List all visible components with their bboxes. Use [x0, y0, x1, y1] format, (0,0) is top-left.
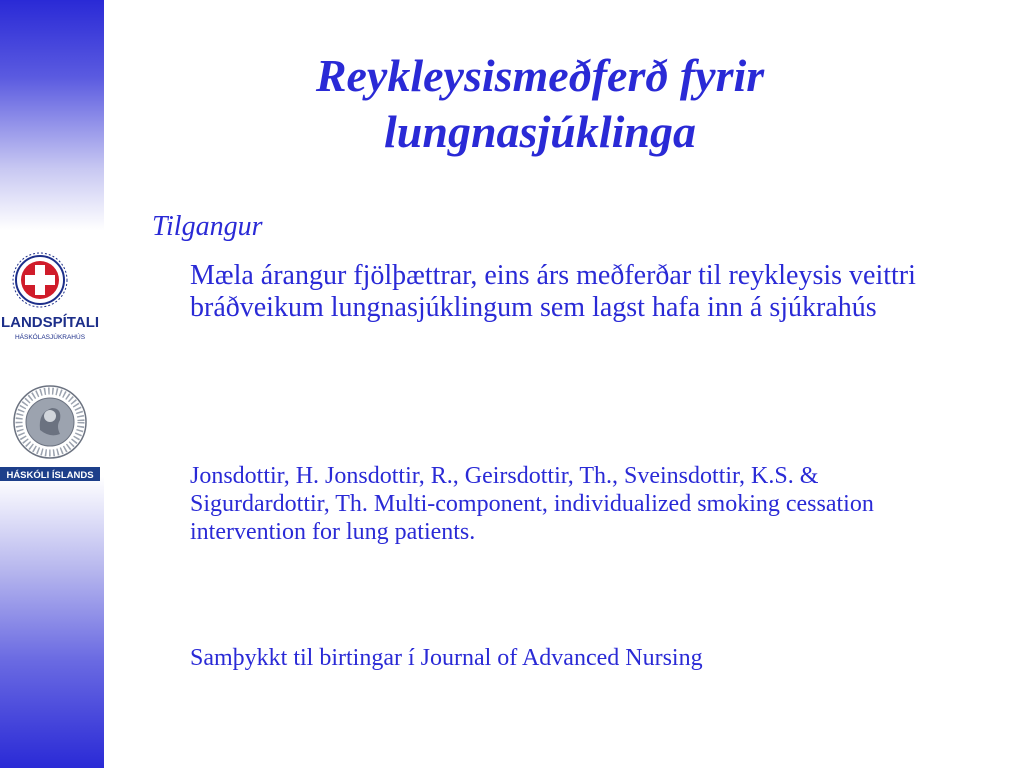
landspitali-logo-name: LANDSPÍTALI	[0, 314, 100, 331]
landspitali-logo-subtitle: HÁSKÓLASJÚKRAHÚS	[14, 334, 86, 341]
slide-title-line-1: Reykleysismeðferð fyrir	[315, 50, 765, 101]
slide-title	[200, 48, 880, 160]
haskoli-islands-logo-name: HÁSKÓLI ÍSLANDS	[6, 470, 94, 481]
purpose-text: Mæla árangur fjölþættrar, eins árs meðferðar til reykleysis veittri bráðveikum lungnasjúklingum sem lagst hafa inn á sjúkrahús	[190, 260, 916, 323]
landspitali-logo	[0, 250, 100, 345]
slide-title-line-2: lungnasjúklinga	[384, 106, 696, 157]
subheading: Tilgangur	[152, 211, 263, 242]
accepted-text: Samþykkt til birtingar í Journal of Advanced Nursing	[190, 645, 703, 671]
sidebar-gradient	[0, 0, 104, 768]
citation-text: Jonsdottir, H. Jonsdottir, R., Geirsdottir, Th., Sveinsdottir, K.S. & Sigurdardottir, Th. Multi-component, individualized smoking cessation intervention for lung patients.	[190, 463, 874, 545]
haskoli-islands-logo	[0, 380, 100, 482]
